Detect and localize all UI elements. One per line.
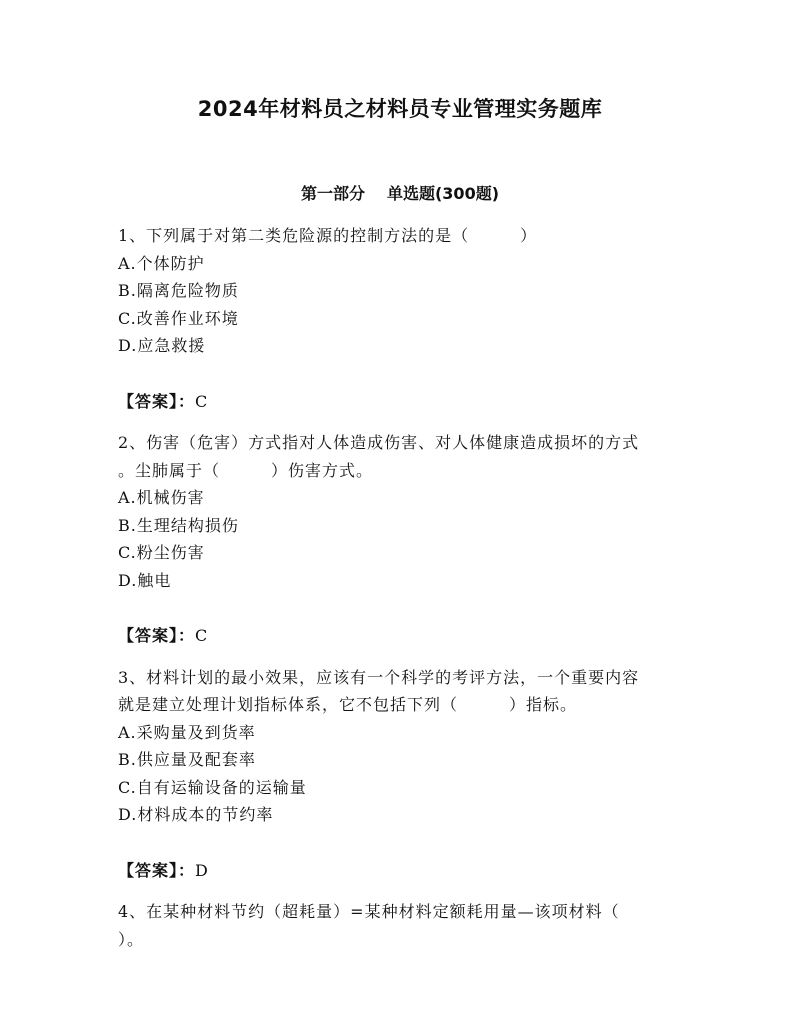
answer-value: D (195, 860, 209, 880)
question-4 (118, 898, 688, 953)
question-stem-line-1: 3、材料计划的最小效果，应该有一个科学的考评方法，一个重要内容 (118, 667, 640, 687)
question-2 (118, 429, 688, 650)
question-stem-line-2: ）。 (118, 929, 145, 949)
option-d: D.触电 (118, 570, 172, 590)
answer-label: 【答案】： (118, 626, 196, 645)
option-a: A.采购量及到货率 (118, 722, 256, 742)
section-subtitle: 单选题(300题) (386, 184, 500, 203)
option-d: D.材料成本的节约率 (118, 805, 274, 824)
question-3 (118, 664, 688, 885)
question-stem: 1、下列属于对第二类危险源的控制方法的是（ ） (118, 226, 538, 245)
option-c: C.自有运输设备的运输量 (118, 777, 307, 797)
question-list (118, 222, 688, 953)
answer-line (118, 857, 688, 885)
option-a: A.机械伤害 (118, 488, 205, 507)
answer-line (118, 622, 688, 650)
answer-value: C (195, 626, 209, 645)
answer-label: 【答案】： (118, 860, 196, 880)
answer-value: C (195, 391, 209, 411)
option-d: D.应急救援 (118, 336, 206, 355)
question-stem-line-2: 。尘肺属于（ ）伤害方式。 (118, 460, 374, 480)
option-a: A.个体防护 (118, 253, 205, 273)
question-stem-line-1: 4、在某种材料节约（超耗量）=某种材料定额耗用量—该项材料（ (118, 902, 620, 921)
option-c: C.改善作业环境 (118, 308, 239, 328)
question-stem-line-1: 2、伤害（危害）方式指对人体造成伤害、对人体健康造成损坏的方式 (118, 433, 640, 452)
answer-line (118, 388, 688, 416)
option-b: B.生理结构损伤 (118, 515, 239, 535)
answer-label: 【答案】： (118, 391, 196, 411)
document-title: 2024年材料员之材料员专业管理实务题库 (197, 97, 603, 121)
option-b: B.隔离危险物质 (118, 281, 239, 300)
section-title: 第一部分 (300, 184, 365, 203)
option-c: C.粉尘伤害 (118, 543, 205, 562)
question-stem-line-2: 就是建立处理计划指标体系，它不包括下列（ ）指标。 (118, 695, 578, 714)
option-b: B.供应量及配套率 (118, 750, 256, 769)
section-heading (0, 180, 800, 208)
question-1 (118, 222, 688, 415)
